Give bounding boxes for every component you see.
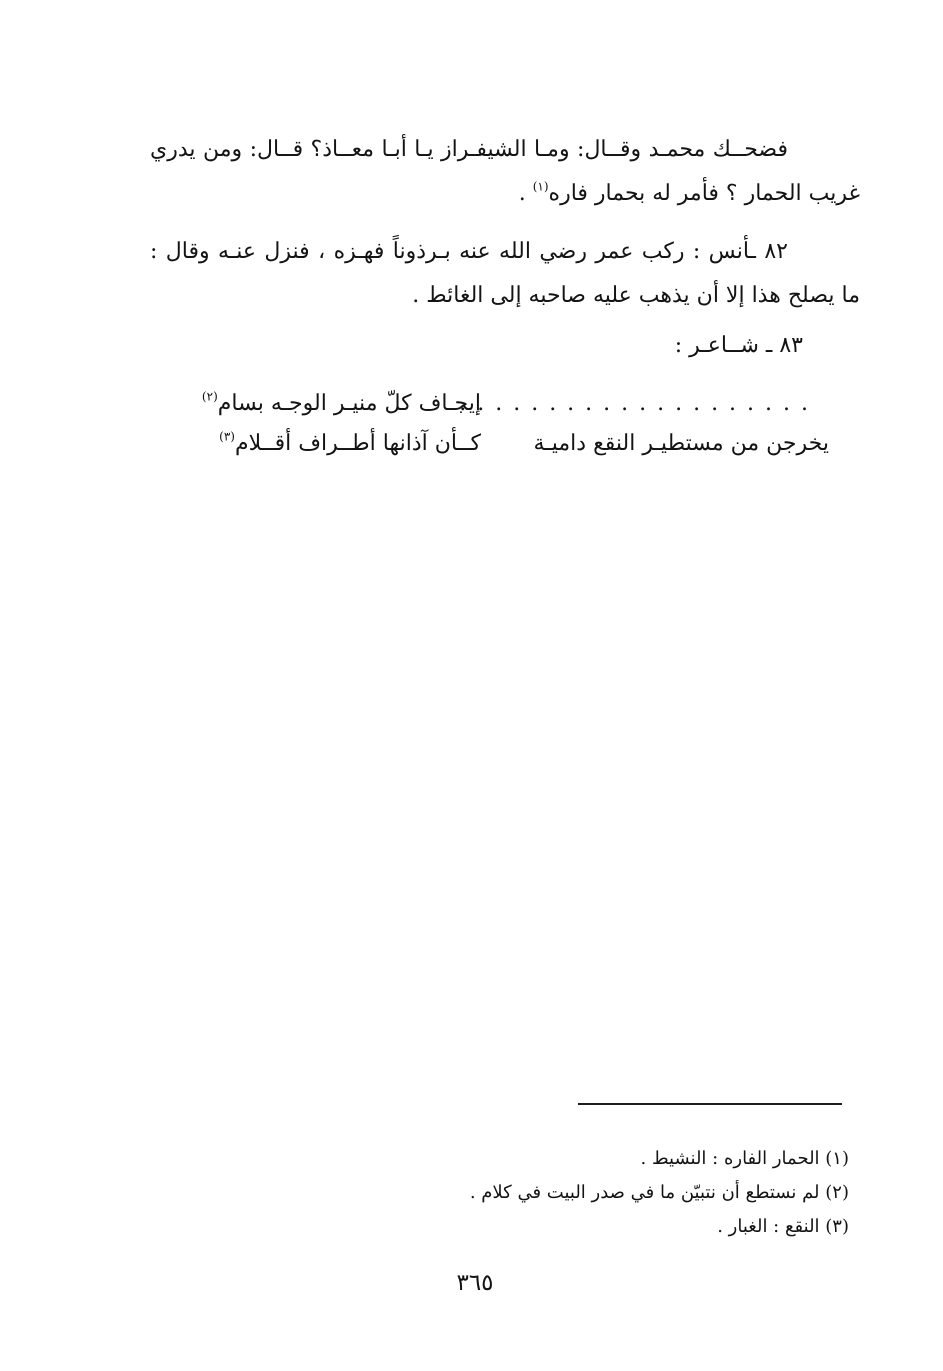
footnote-3: (٣) النقع : الغبار . [717, 1216, 849, 1237]
footnote-ref-2[interactable]: (٢) [201, 389, 218, 404]
footnote-2: (٢) لم نستطع أن نتبيّن ما في صدر البيت في كلام . [469, 1182, 849, 1203]
page-number: ٣٦٥ [456, 1270, 494, 1296]
verse-1-first-half: . . . . . . . . . . . . . . . . . . . . [459, 391, 810, 416]
paragraph-text: فضحــك محمـد وقــال: ومـا الشيفـراز يـا أبـا معــاذ؟ قــال: ومن يدري غريب الحمار ؟ فأمر له بحمار فاره [150, 137, 860, 206]
footnote-1: (١) الحمار الفاره : النشيط . [640, 1148, 849, 1169]
paragraph-anecdote-81 [150, 128, 860, 216]
footnote-ref-1[interactable]: (١) [532, 179, 549, 194]
paragraph-anecdote-82: ٨٢ ـأنس : ركب عمر رضي الله عنه بـرذوناً فهـزه ، فنزل عنـه وقال : ما يصلح هذا إلا أن يذهب عليه صاحبه إلى الغائط . [150, 239, 860, 308]
entry-heading-83: ٨٣ ـ شــاعـر : [674, 333, 803, 358]
footnotes-section [429, 1142, 849, 1244]
verse-1-second-half [202, 384, 481, 424]
verse-text: إيجـاف كلّ منيـر الوجـه بسام [217, 391, 481, 416]
paragraph-end-punct: . [518, 181, 533, 206]
verse-2-first-half: يخرجن من مستطيـر النقع داميـة [533, 431, 829, 456]
verse-2-second-half [219, 424, 481, 464]
verse-text: كــأن آذانها أطــراف أقــلام [234, 431, 481, 456]
footnote-divider [578, 1103, 842, 1105]
footnote-ref-3[interactable]: (٣) [219, 429, 235, 444]
